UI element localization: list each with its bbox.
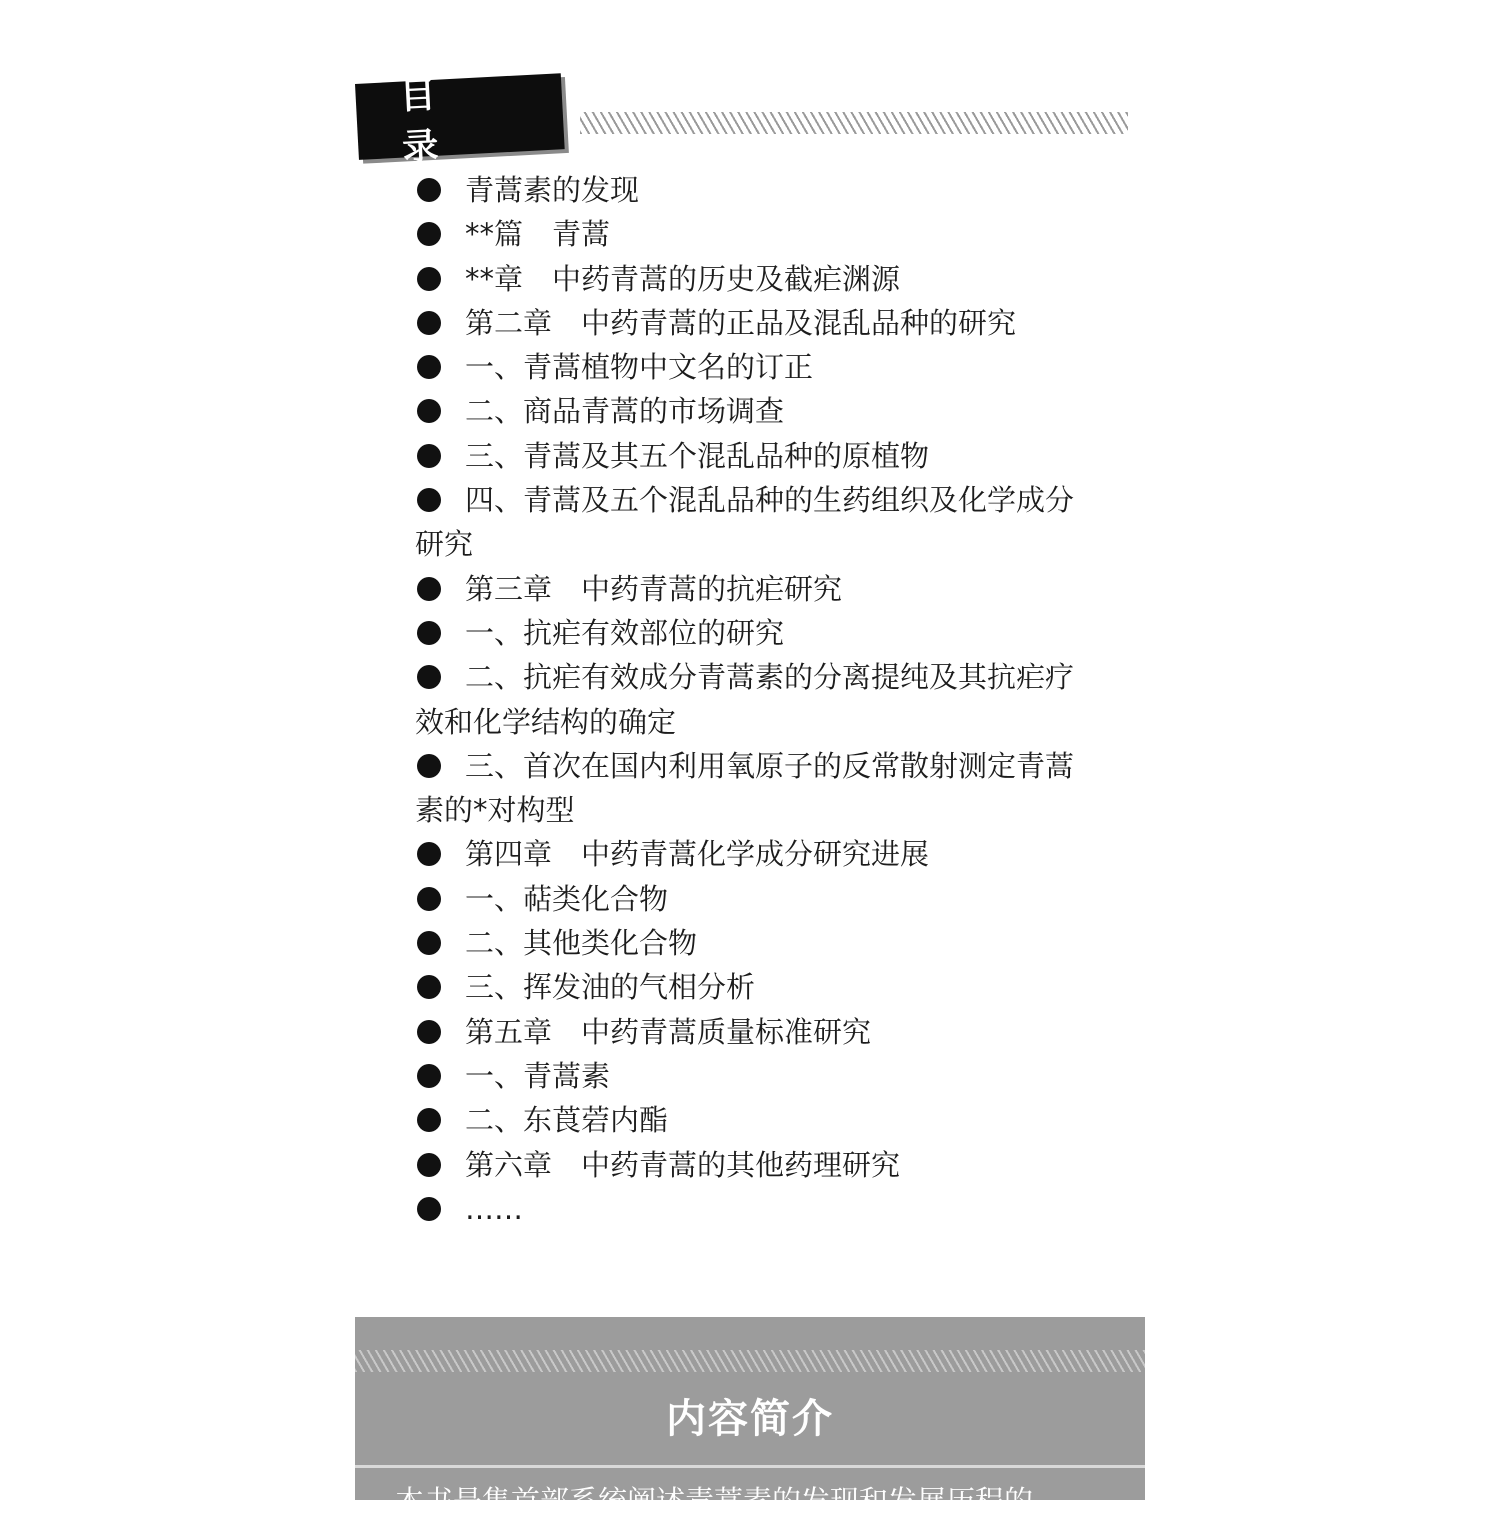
toc-item-label: 一、青蒿素 bbox=[465, 1058, 611, 1093]
toc-item-label: 一、青蒿植物中文名的订正 bbox=[465, 350, 814, 385]
bullet-icon bbox=[417, 178, 441, 202]
toc-item bbox=[415, 611, 1075, 655]
toc-title: 目 录 bbox=[355, 73, 565, 160]
toc-item-label: 第五章 中药青蒿质量标准研究 bbox=[465, 1014, 872, 1049]
intro-section bbox=[355, 1317, 1145, 1518]
toc-item bbox=[415, 389, 1075, 433]
toc-item bbox=[415, 345, 1075, 389]
toc-item-label: 第三章 中药青蒿的抗疟研究 bbox=[465, 571, 843, 606]
toc-list bbox=[415, 168, 1075, 1231]
intro-hatch-divider bbox=[355, 1350, 1145, 1372]
toc-item bbox=[415, 478, 1075, 567]
toc-item-label: 第二章 中药青蒿的正品及混乱品种的研究 bbox=[465, 305, 1017, 340]
toc-item-label: 第四章 中药青蒿化学成分研究进展 bbox=[465, 837, 930, 872]
toc-hatch-divider bbox=[580, 112, 1128, 134]
toc-item bbox=[415, 567, 1075, 611]
bullet-icon bbox=[417, 577, 441, 601]
toc-item bbox=[415, 1098, 1075, 1142]
toc-item bbox=[415, 212, 1075, 256]
bullet-icon bbox=[417, 1064, 441, 1088]
bullet-icon bbox=[417, 887, 441, 911]
toc-item bbox=[415, 965, 1075, 1009]
toc-item bbox=[415, 1143, 1075, 1187]
bullet-icon bbox=[417, 399, 441, 423]
toc-item-label: 三、青蒿及其五个混乱品种的原植物 bbox=[465, 438, 930, 473]
bullet-icon bbox=[417, 931, 441, 955]
toc-item-label: 二、抗疟有效成分青蒿素的分离提纯及其抗疟疗效和化学结构的确定 bbox=[415, 660, 1075, 739]
toc-item bbox=[415, 832, 1075, 876]
toc-item bbox=[415, 655, 1075, 744]
bullet-icon bbox=[417, 621, 441, 645]
intro-title: 内容简介 bbox=[666, 1396, 834, 1442]
book-page bbox=[355, 40, 1145, 1518]
bullet-icon bbox=[417, 975, 441, 999]
toc-item-label: **篇 青蒿 bbox=[465, 217, 611, 252]
toc-item bbox=[415, 1010, 1075, 1054]
toc-item bbox=[415, 877, 1075, 921]
toc-item-label: 第六章 中药青蒿的其他药理研究 bbox=[465, 1147, 901, 1182]
toc-item bbox=[415, 1054, 1075, 1098]
bullet-icon bbox=[417, 267, 441, 291]
toc-item bbox=[415, 301, 1075, 345]
bullet-icon bbox=[417, 1108, 441, 1132]
toc-item-label: **章 中药青蒿的历史及截疟渊源 bbox=[465, 261, 901, 296]
bullet-icon bbox=[417, 665, 441, 689]
toc-item bbox=[415, 257, 1075, 301]
toc-item bbox=[415, 168, 1075, 212]
bullet-icon bbox=[417, 355, 441, 379]
toc-item-label: 一、抗疟有效部位的研究 bbox=[465, 615, 785, 650]
intro-text: 本书是集首部系统阐述青蒿素的发现和发展历程的 bbox=[395, 1484, 1034, 1518]
toc-item-label: 三、首次在国内利用氧原子的反常散射测定青蒿素的*对构型 bbox=[415, 748, 1075, 828]
toc-item-label: 二、其他类化合物 bbox=[465, 926, 698, 961]
toc-item-label: 青蒿素的发现 bbox=[465, 173, 640, 207]
intro-divider bbox=[355, 1465, 1145, 1468]
toc-item-label: 四、青蒿及五个混乱品种的生药组织及化学成分研究 bbox=[415, 483, 1075, 562]
toc-item-label: 三、挥发油的气相分析 bbox=[465, 970, 756, 1005]
toc-item bbox=[415, 921, 1075, 965]
toc-item-label: …… bbox=[465, 1191, 523, 1226]
bullet-icon bbox=[417, 444, 441, 468]
toc-item bbox=[415, 434, 1075, 478]
bullet-icon bbox=[417, 222, 441, 246]
bullet-icon bbox=[417, 1020, 441, 1044]
toc-item bbox=[415, 1187, 1075, 1231]
toc-item bbox=[415, 744, 1075, 833]
bullet-icon bbox=[417, 1153, 441, 1177]
toc-item-label: 二、商品青蒿的市场调查 bbox=[465, 394, 785, 429]
bullet-icon bbox=[417, 842, 441, 866]
bullet-icon bbox=[417, 1197, 441, 1221]
toc-item-label: 一、萜类化合物 bbox=[465, 881, 669, 916]
bullet-icon bbox=[417, 754, 441, 778]
bullet-icon bbox=[417, 488, 441, 512]
bullet-icon bbox=[417, 311, 441, 335]
toc-item-label: 二、东莨菪内酯 bbox=[465, 1103, 669, 1138]
